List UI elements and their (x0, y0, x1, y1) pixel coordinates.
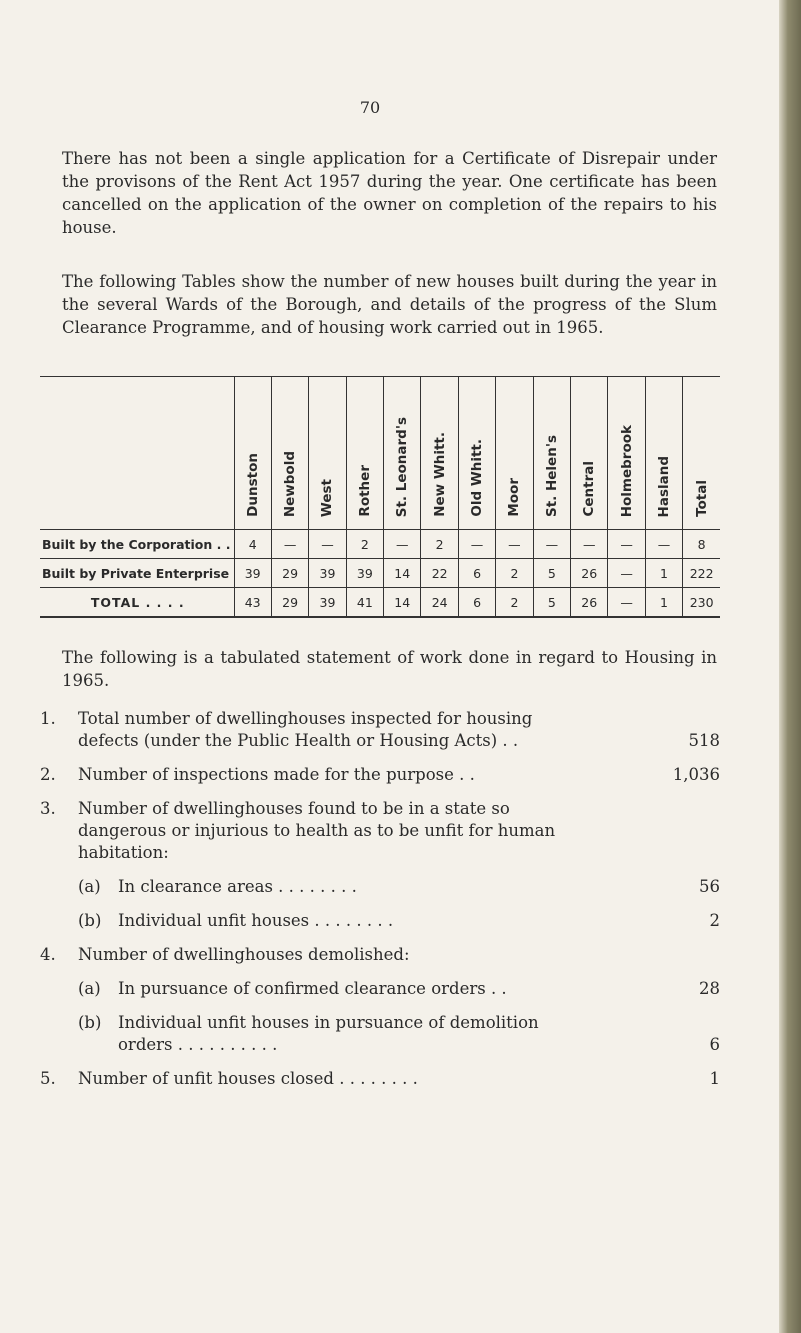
sub-item-text: Individual unfit houses . . . . . . . . (118, 911, 394, 930)
table-cell: 39 (309, 559, 346, 588)
item-value: 1 (709, 1069, 720, 1088)
paragraph-certificate-of-disrepair: There has not been a single application for a Certificate of Disrepair under the provisons of the Rent Act 1957 during the year. One certificate has been cancelled on the application of the owner on completion of the repairs to his house. (62, 149, 717, 237)
table-cell: 14 (384, 559, 421, 588)
item-number: 4. (40, 945, 56, 964)
table-cell: — (458, 530, 495, 559)
sub-item (78, 876, 720, 898)
header-blank (40, 377, 234, 530)
sub-item (78, 1012, 720, 1056)
item-text: Number of dwellinghouses demolished: (78, 945, 410, 964)
table-cell: — (608, 530, 645, 559)
list-item (40, 798, 720, 932)
column-header: Moor (496, 377, 533, 530)
sub-item-label: (a) (78, 877, 101, 896)
sub-item-text: Individual unfit houses in pursuance of demolition orders . . . . . . . . . . (118, 1013, 539, 1054)
list-item (40, 944, 720, 1056)
sub-item-value: 28 (699, 979, 720, 998)
column-header: Dunston (234, 377, 271, 530)
table-cell: 43 (234, 588, 271, 618)
table-cell: 5 (533, 588, 570, 618)
item-text: Number of unfit houses closed . . . . . . . . (78, 1069, 418, 1088)
table-cell: 2 (346, 530, 383, 559)
column-header: Old Whitt. (458, 377, 495, 530)
column-header: Hasland (645, 377, 682, 530)
table-cell: — (533, 530, 570, 559)
table-cell: 230 (683, 588, 720, 618)
table-cell: 26 (571, 588, 608, 618)
table-cell: 2 (496, 588, 533, 618)
column-header: Total (683, 377, 720, 530)
table-cell: — (571, 530, 608, 559)
table-cell: 24 (421, 588, 458, 618)
table-cell: — (496, 530, 533, 559)
item-text: Total number of dwellinghouses inspected for housing defects (under the Public Health or Housing Acts) . . (78, 709, 533, 750)
sub-item-text: In clearance areas . . . . . . . . (118, 877, 357, 896)
list-item (40, 1068, 720, 1090)
row-label: Built by the Corporation . . (40, 530, 234, 559)
table-cell: 2 (496, 559, 533, 588)
sub-item-value: 6 (709, 1035, 720, 1054)
table-cell: 6 (458, 559, 495, 588)
list-item (40, 708, 720, 752)
sub-item-label: (b) (78, 911, 102, 930)
column-header: St. Helen's (533, 377, 570, 530)
column-header: New Whitt. (421, 377, 458, 530)
table-cell: — (608, 588, 645, 618)
page-edge-shadow (779, 0, 801, 1333)
sub-item-text: In pursuance of confirmed clearance orders . . (118, 979, 507, 998)
table-cell: 14 (384, 588, 421, 618)
column-header: Holmebrook (608, 377, 645, 530)
table-cell: 2 (421, 530, 458, 559)
sub-item-value: 2 (709, 911, 720, 930)
table-cell: 1 (645, 559, 682, 588)
table-cell: 8 (683, 530, 720, 559)
table-cell: 29 (271, 559, 308, 588)
list-item (40, 764, 720, 786)
table-cell: 26 (571, 559, 608, 588)
table-cell: 41 (346, 588, 383, 618)
item-value: 518 (688, 731, 720, 750)
column-header: Newbold (271, 377, 308, 530)
sub-item (78, 910, 720, 932)
table-cell: 6 (458, 588, 495, 618)
table-cell: 5 (533, 559, 570, 588)
sub-item-label: (b) (78, 1013, 102, 1032)
houses-built-table (40, 376, 720, 618)
page-number: 70 (359, 98, 381, 117)
table-cell: 39 (234, 559, 271, 588)
table-row (40, 530, 720, 559)
paragraph-tables-intro: The following Tables show the number of new houses built during the year in the several Wards of the Borough, and details of the progress of the Slum Clearance Programme, and of housing work carried out in 1965. (62, 272, 717, 337)
table-cell: 29 (271, 588, 308, 618)
item-number: 1. (40, 709, 56, 728)
table-row-total (40, 588, 720, 618)
table-row (40, 559, 720, 588)
item-number: 3. (40, 799, 56, 818)
housing-statement-list (40, 708, 720, 1102)
table-cell: — (608, 559, 645, 588)
sub-item-value: 56 (699, 877, 720, 896)
column-header: Central (571, 377, 608, 530)
table-cell: — (645, 530, 682, 559)
item-value: 1,036 (672, 765, 720, 784)
table-cell: 222 (683, 559, 720, 588)
item-number: 5. (40, 1069, 56, 1088)
table-cell: 1 (645, 588, 682, 618)
table-cell: — (271, 530, 308, 559)
sub-item-label: (a) (78, 979, 101, 998)
item-number: 2. (40, 765, 56, 784)
row-label: Built by Private Enterprise (40, 559, 234, 588)
table-cell: 22 (421, 559, 458, 588)
table-cell: 39 (309, 588, 346, 618)
table-cell: 4 (234, 530, 271, 559)
item-text: Number of dwellinghouses found to be in a state so dangerous or injurious to health as to be unfit for human habitation: (78, 799, 556, 862)
row-label: TOTAL . . . . (40, 588, 234, 618)
column-header: West (309, 377, 346, 530)
table-cell: 39 (346, 559, 383, 588)
column-header: Rother (346, 377, 383, 530)
item-text: Number of inspections made for the purpose . . (78, 765, 475, 784)
sub-item (78, 978, 720, 1000)
column-header: St. Leonard's (384, 377, 421, 530)
table-cell: — (384, 530, 421, 559)
paragraph-statement-intro: The following is a tabulated statement of work done in regard to Housing in 1965. (62, 648, 717, 690)
table-header-row (40, 377, 720, 530)
table-cell: — (309, 530, 346, 559)
